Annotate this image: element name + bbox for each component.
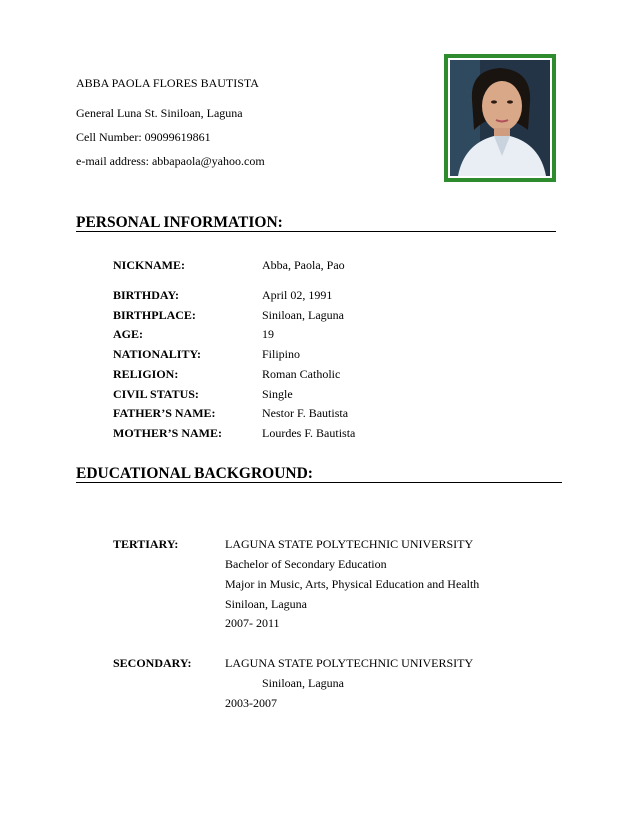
cell-number: Cell Number: 09099619861 bbox=[76, 130, 211, 144]
personal-info-underline bbox=[76, 231, 556, 232]
age-label: AGE: bbox=[113, 327, 143, 341]
nickname-label: NICKNAME: bbox=[113, 258, 185, 272]
personal-info-heading: PERSONAL INFORMATION: bbox=[76, 214, 283, 231]
tertiary-school: LAGUNA STATE POLYTECHNIC UNIVERSITY bbox=[225, 537, 474, 551]
secondary-years: 2003-2007 bbox=[225, 696, 277, 710]
secondary-label: SECONDARY: bbox=[113, 656, 192, 670]
secondary-school: LAGUNA STATE POLYTECHNIC UNIVERSITY bbox=[225, 656, 474, 670]
fathers-name-value: Nestor F. Bautista bbox=[262, 406, 349, 420]
education-underline bbox=[76, 482, 562, 483]
address: General Luna St. Siniloan, Laguna bbox=[76, 106, 243, 120]
birthday-value: April 02, 1991 bbox=[262, 288, 333, 302]
tertiary-location: Siniloan, Laguna bbox=[225, 597, 307, 611]
nationality-value: Filipino bbox=[262, 347, 301, 361]
age-value: 19 bbox=[262, 327, 274, 341]
profile-photo bbox=[444, 54, 556, 182]
birthday-label: BIRTHDAY: bbox=[113, 288, 180, 302]
mothers-name-value: Lourdes F. Bautista bbox=[262, 426, 356, 440]
civil-status-label: CIVIL STATUS: bbox=[113, 387, 199, 401]
applicant-name: ABBA PAOLA FLORES BAUTISTA bbox=[76, 76, 259, 90]
mothers-name-label: MOTHER’S NAME: bbox=[113, 426, 222, 440]
tertiary-label: TERTIARY: bbox=[113, 537, 179, 551]
religion-label: RELIGION: bbox=[113, 367, 179, 381]
birthplace-label: BIRTHPLACE: bbox=[113, 308, 196, 322]
tertiary-major: Major in Music, Arts, Physical Education and Health bbox=[225, 577, 480, 591]
religion-value: Roman Catholic bbox=[262, 367, 341, 381]
tertiary-years: 2007- 2011 bbox=[225, 616, 280, 630]
nickname-value: Abba, Paola, Pao bbox=[262, 258, 345, 272]
civil-status-value: Single bbox=[262, 387, 293, 401]
fathers-name-label: FATHER’S NAME: bbox=[113, 406, 216, 420]
tertiary-degree: Bachelor of Secondary Education bbox=[225, 557, 387, 571]
email-address: e-mail address: abbapaola@yahoo.com bbox=[76, 154, 265, 168]
secondary-location: Siniloan, Laguna bbox=[262, 676, 344, 690]
person-photo-icon bbox=[448, 58, 552, 178]
nationality-label: NATIONALITY: bbox=[113, 347, 202, 361]
birthplace-value: Siniloan, Laguna bbox=[262, 308, 344, 322]
education-heading: EDUCATIONAL BACKGROUND: bbox=[76, 465, 313, 482]
